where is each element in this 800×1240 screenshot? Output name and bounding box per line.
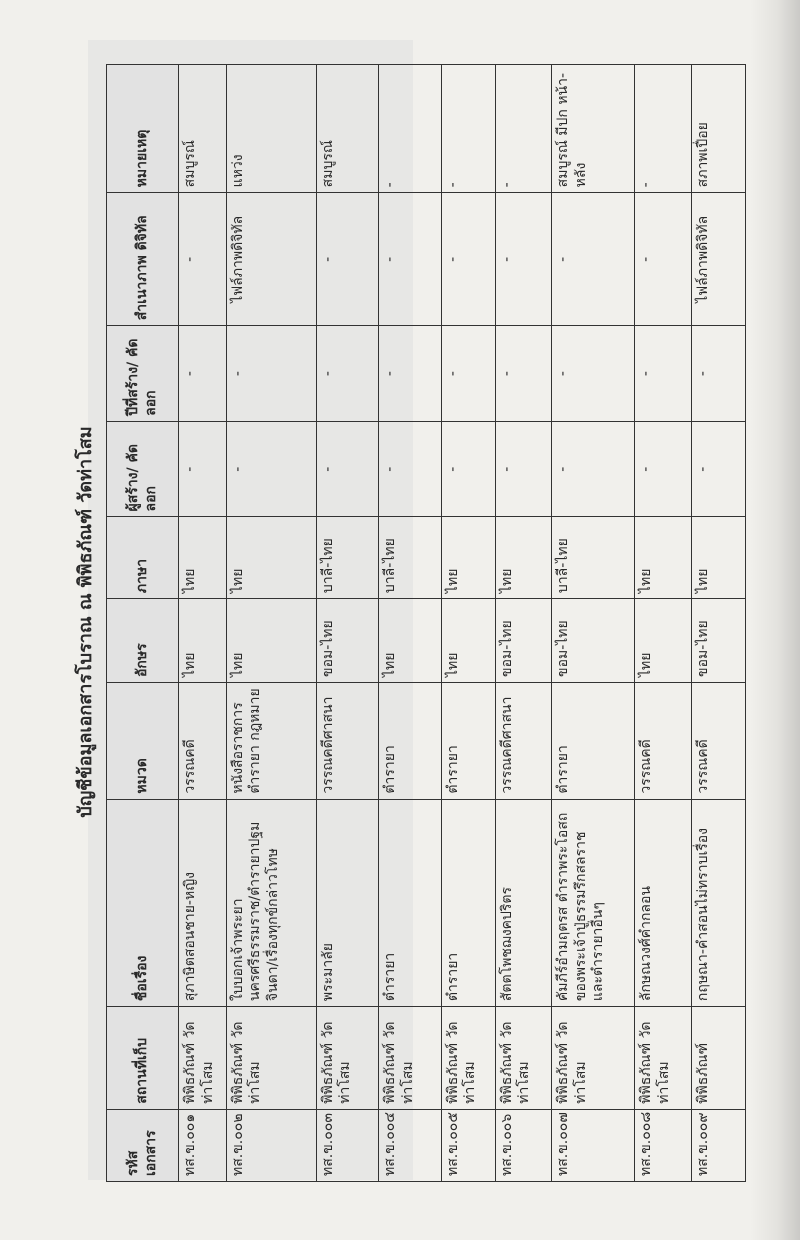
column-header: อักษร [107,599,179,683]
cell-category: ตำรายา [379,683,442,800]
cell-remark: สมบูรณ์ [179,65,227,193]
column-header: สถานที่เก็บ [107,1007,179,1110]
cell-language: บาลี-ไทย [316,517,379,599]
cell-script: ไทย [226,599,316,683]
cell-digital-copy: - [441,193,495,326]
cell-year: - [495,326,551,422]
document-title: บัญชีข้อมูลเอกสารโบราณ ณ พิพิธภัณฑ์ วัดท่าโสม [75,426,96,818]
column-header: หมายเหตุ [107,65,179,193]
cell-creator: - [691,421,745,517]
cell-language: ไทย [635,517,691,599]
cell-digital-copy: ไฟล์ภาพดิจิทัล [226,193,316,326]
cell-script: ขอม-ไทย [691,599,745,683]
cell-category: หนังสือราชการ ตำรายา กฎหมาย [226,683,316,800]
cell-subject: ตำรายา [379,799,442,1007]
cell-digital-copy: - [379,193,442,326]
cell-language: ไทย [691,517,745,599]
cell-year: - [179,326,227,422]
column-header: หมวด [107,683,179,800]
cell-creator: - [441,421,495,517]
table-row [441,65,495,1182]
cell-location: พิพิธภัณฑ์ วัดท่าโสม [552,1007,635,1110]
cell-code: ทส.ข.๐๐๙ [691,1109,745,1181]
cell-year: - [635,326,691,422]
cell-digital-copy: - [179,193,227,326]
cell-subject: คัมภีร์อำมฤตรส ตำราพระโอสถของพระเจ้าปู่ธรรมรึกสลราช และตำรายาอื่นๆ [552,799,635,1007]
cell-subject: กฤษณา-คำสอนไม่ทราบเรื่อง [691,799,745,1007]
table-row [691,65,745,1182]
cell-code: ทส.ข.๐๐๖ [495,1109,551,1181]
cell-year: - [552,326,635,422]
table-row [379,65,442,1182]
cell-code: ทส.ข.๐๐๒ [226,1109,316,1181]
cell-language: บาลี-ไทย [552,517,635,599]
cell-remark: สมบูรณ์ [316,65,379,193]
table-row [552,65,635,1182]
cell-subject: พระมาลัย [316,799,379,1007]
table-row [495,65,551,1182]
column-header: ชื่อเรื่อง [107,799,179,1007]
cell-category: ตำรายา [441,683,495,800]
cell-subject: ลักษณวงศ์คำกลอน [635,799,691,1007]
table-row [226,65,316,1182]
table-row [179,65,227,1182]
cell-year: - [379,326,442,422]
table-row [316,65,379,1182]
cell-remark: สภาพเปื่อย [691,65,745,193]
cell-category: วรรณคดี [691,683,745,800]
cell-year: - [691,326,745,422]
cell-script: ไทย [635,599,691,683]
cell-code: ทส.ข.๐๐๘ [635,1109,691,1181]
cell-language: ไทย [495,517,551,599]
cell-digital-copy: - [635,193,691,326]
cell-category: วรรณคดี [179,683,227,800]
cell-digital-copy: - [552,193,635,326]
cell-creator: - [552,421,635,517]
cell-subject: ตำรายา [441,799,495,1007]
cell-year: - [226,326,316,422]
book-spine-shadow [750,0,800,1240]
cell-digital-copy: - [316,193,379,326]
cell-digital-copy: ไฟล์ภาพดิจิทัล [691,193,745,326]
cell-script: ขอม-ไทย [552,599,635,683]
column-header: สำเนาภาพ ดิจิทัล [107,193,179,326]
cell-remark: - [635,65,691,193]
cell-year: - [441,326,495,422]
cell-creator: - [635,421,691,517]
cell-script: ขอม-ไทย [495,599,551,683]
table-row [635,65,691,1182]
cell-script: ไทย [379,599,442,683]
cell-script: ไทย [179,599,227,683]
cell-code: ทส.ข.๐๐๑ [179,1109,227,1181]
cell-location: พิพิธภัณฑ์ วัดท่าโสม [226,1007,316,1110]
cell-subject: สุภาษิตสอนชาย-หญิง [179,799,227,1007]
column-header: ปีที่สร้าง/ คัดลอก [107,326,179,422]
manuscript-table [106,64,746,1182]
cell-language: บาลี-ไทย [379,517,442,599]
cell-location: พิพิธภัณฑ์ [691,1007,745,1110]
cell-subject: สัตตโพชฌงคปริตร [495,799,551,1007]
cell-language: ไทย [441,517,495,599]
cell-creator: - [226,421,316,517]
column-header: ภาษา [107,517,179,599]
cell-remark: - [495,65,551,193]
column-header: รหัสเอกสาร [107,1109,179,1181]
cell-digital-copy: - [495,193,551,326]
cell-language: ไทย [226,517,316,599]
cell-code: ทส.ข.๐๐๓ [316,1109,379,1181]
cell-location: พิพิธภัณฑ์ วัดท่าโสม [635,1007,691,1110]
cell-creator: - [379,421,442,517]
cell-location: พิพิธภัณฑ์ วัดท่าโสม [379,1007,442,1110]
header-row [107,65,179,1182]
cell-location: พิพิธภัณฑ์ วัดท่าโสม [179,1007,227,1110]
cell-script: ขอม-ไทย [316,599,379,683]
rotated-page [70,62,750,1182]
cell-remark: สมบูรณ์ มีปก หน้า-หลัง [552,65,635,193]
cell-category: วรรณคดี [635,683,691,800]
cell-code: ทส.ข.๐๐๗ [552,1109,635,1181]
cell-script: ไทย [441,599,495,683]
cell-category: ตำรายา [552,683,635,800]
column-header: ผู้สร้าง/ คัดลอก [107,421,179,517]
cell-code: ทส.ข.๐๐๕ [441,1109,495,1181]
cell-location: พิพิธภัณฑ์ วัดท่าโสม [441,1007,495,1110]
cell-remark: แหว่ง [226,65,316,193]
cell-language: ไทย [179,517,227,599]
cell-creator: - [316,421,379,517]
cell-creator: - [179,421,227,517]
cell-location: พิพิธภัณฑ์ วัดท่าโสม [316,1007,379,1110]
cell-code: ทส.ข.๐๐๔ [379,1109,442,1181]
cell-year: - [316,326,379,422]
cell-category: วรรณคดีศาสนา [495,683,551,800]
cell-subject: ใบบอกเจ้าพระยา นครศรีธรรมราช/ตำรายาปฐมจินดา/เรื่องทุกข์กล่าวโทษ [226,799,316,1007]
cell-creator: - [495,421,551,517]
cell-category: วรรณคดีศาสนา [316,683,379,800]
cell-remark: - [379,65,442,193]
cell-remark: - [441,65,495,193]
cell-location: พิพิธภัณฑ์ วัดท่าโสม [495,1007,551,1110]
